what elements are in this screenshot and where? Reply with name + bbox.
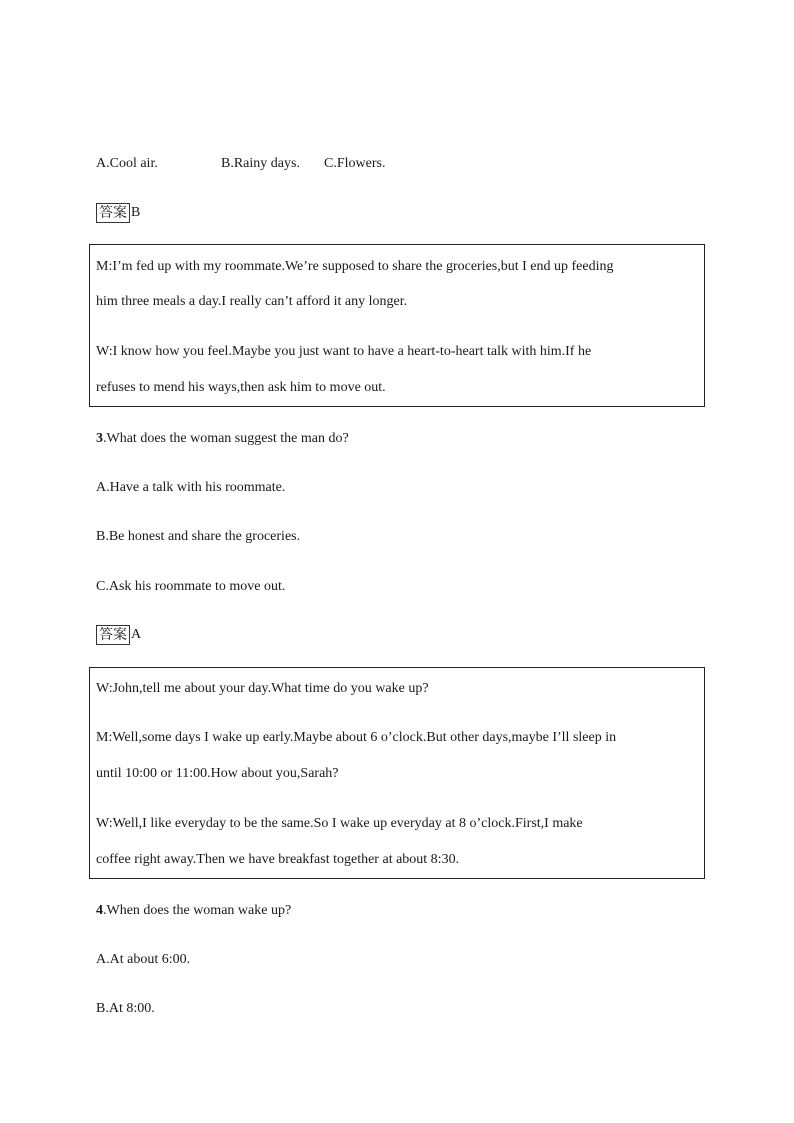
answer-value: A xyxy=(131,627,142,642)
dialogue-line: W:John,tell me about your day.What time do you wake up? xyxy=(96,681,429,696)
q4-option-b: B.At 8:00. xyxy=(96,1001,155,1016)
q4-option-a: A.At about 6:00. xyxy=(96,952,191,967)
dialogue-line: W:Well,I like everyday to be the same.So I wake up everyday at 8 o’clock.First,I make xyxy=(96,816,583,831)
question-text: .What does the woman suggest the man do? xyxy=(103,431,349,446)
question-number: 3 xyxy=(96,431,103,446)
dialogue-line: him three meals a day.I really can’t afford it any longer. xyxy=(96,294,408,309)
q3-answer xyxy=(96,625,141,645)
dialogue-line: M:Well,some days I wake up early.Maybe about 6 o’clock.But other days,maybe I’ll sleep in xyxy=(96,730,617,745)
dialogue-box-1 xyxy=(89,244,705,407)
question-number: 4 xyxy=(96,903,103,918)
q2-option-c: C.Flowers. xyxy=(324,156,386,171)
q3-question xyxy=(96,430,349,448)
dialogue-line: M:I’m fed up with my roommate.We’re supposed to share the groceries,but I end up feeding xyxy=(96,259,614,274)
q4-question xyxy=(96,902,291,920)
q2-answer xyxy=(96,203,140,223)
answer-tag: 答案 xyxy=(96,203,130,223)
q2-option-b: B.Rainy days. xyxy=(221,156,300,171)
q3-option-c: C.Ask his roommate to move out. xyxy=(96,579,286,594)
dialogue-line: coffee right away.Then we have breakfast together at about 8:30. xyxy=(96,852,460,867)
question-text: .When does the woman wake up? xyxy=(103,903,292,918)
dialogue-line: W:I know how you feel.Maybe you just want to have a heart-to-heart talk with him.If he xyxy=(96,344,592,359)
dialogue-line: until 10:00 or 11:00.How about you,Sarah? xyxy=(96,766,339,781)
dialogue-box-2 xyxy=(89,667,705,879)
q2-option-a: A.Cool air. xyxy=(96,156,158,171)
q3-option-b: B.Be honest and share the groceries. xyxy=(96,529,301,544)
answer-tag: 答案 xyxy=(96,625,130,645)
q3-option-a: A.Have a talk with his roommate. xyxy=(96,480,286,495)
dialogue-line: refuses to mend his ways,then ask him to move out. xyxy=(96,380,386,395)
answer-value: B xyxy=(131,205,141,220)
